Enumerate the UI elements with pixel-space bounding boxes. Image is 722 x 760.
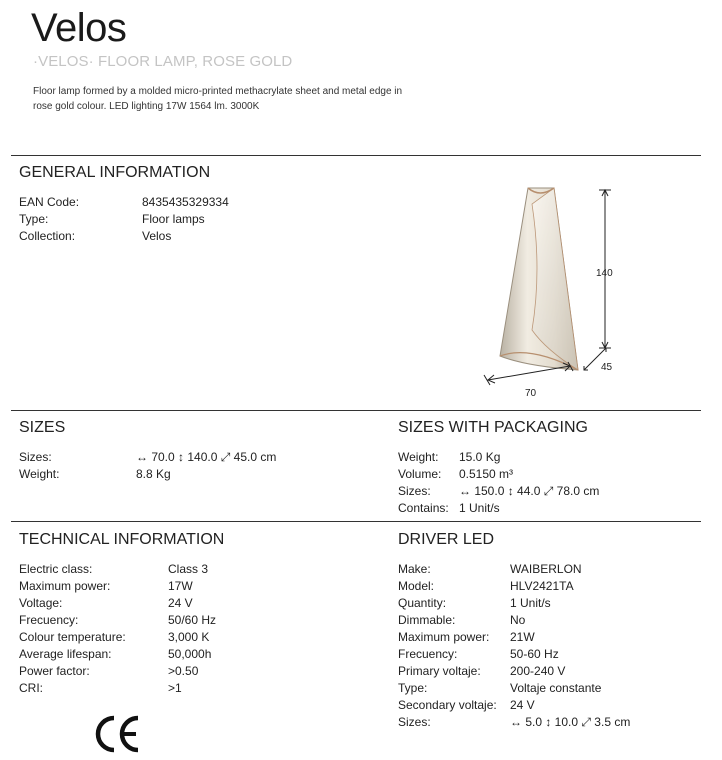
- row-label: Secondary voltaje:: [398, 698, 497, 712]
- row-label: Model:: [398, 579, 435, 593]
- row-value: Voltaje constante: [510, 681, 602, 695]
- row-value: 17W: [168, 579, 193, 593]
- packaging-contains-value: 1 Unit/s: [459, 501, 500, 515]
- row-value: 1 Unit/s: [510, 596, 551, 610]
- weight-value: 8.8 Kg: [136, 467, 171, 481]
- row-label: CRI:: [19, 681, 43, 695]
- row-label: Colour temperature:: [19, 630, 126, 644]
- depth-dimension-label: 45: [601, 362, 613, 373]
- row-label: Weight:: [398, 450, 439, 464]
- row-label: Make:: [398, 562, 431, 576]
- row-label: Voltage:: [19, 596, 63, 610]
- row-value: Class 3: [168, 562, 209, 576]
- ce-mark-icon: [94, 714, 142, 754]
- packaging-volume-value: 0.5150 m³: [459, 467, 514, 481]
- row-value: 24 V: [510, 698, 535, 712]
- row-label: Quantity:: [398, 596, 447, 610]
- row-label: Type:: [398, 681, 428, 695]
- row-label: Average lifespan:: [19, 647, 112, 661]
- row-label: Frecuency:: [398, 647, 458, 661]
- technical-information-title: TECHNICAL INFORMATION: [19, 531, 225, 548]
- ean-code-value: 8435435329334: [142, 195, 229, 209]
- row-value: 50-60 Hz: [510, 647, 559, 661]
- row-value: HLV2421TA: [510, 579, 574, 593]
- divider: [11, 521, 701, 522]
- sizes-with-packaging-title: SIZES WITH PACKAGING: [398, 419, 588, 436]
- row-value: 50/60 Hz: [168, 613, 217, 627]
- divider: [11, 410, 701, 411]
- lamp-shade-icon: [500, 188, 578, 370]
- row-value: >0.50: [168, 664, 199, 678]
- row-label: EAN Code:: [19, 195, 80, 209]
- width-dimension-label: 70: [525, 388, 537, 399]
- row-value: WAIBERLON: [510, 562, 582, 576]
- row-label: Frecuency:: [19, 613, 79, 627]
- general-information-title: GENERAL INFORMATION: [19, 164, 211, 181]
- lamp-dimension-diagram: [470, 180, 630, 400]
- row-label: Sizes:: [19, 450, 52, 464]
- row-value: 200-240 V: [510, 664, 566, 678]
- row-value: 50,000h: [168, 647, 212, 661]
- row-label: Type:: [19, 212, 49, 226]
- row-value: 24 V: [168, 596, 193, 610]
- driver-led-title: DRIVER LED: [398, 531, 495, 548]
- row-value: No: [510, 613, 526, 627]
- row-value: >1: [168, 681, 182, 695]
- row-label: Volume:: [398, 467, 442, 481]
- collection-value: Velos: [142, 229, 172, 243]
- product-title: Velos: [31, 6, 127, 50]
- row-label: Weight:: [19, 467, 60, 481]
- row-label: Contains:: [398, 501, 449, 515]
- row-label: Sizes:: [398, 715, 431, 729]
- product-description: Floor lamp formed by a molded micro-printed methacrylate sheet and metal edge in rose gold colour. LED lighting 17W 1564 lm. 3000K: [33, 86, 403, 112]
- divider: [11, 155, 701, 156]
- row-label: Primary voltaje:: [398, 664, 481, 678]
- product-subtitle: ·VELOS· FLOOR LAMP, ROSE GOLD: [33, 53, 293, 70]
- packaging-weight-value: 15.0 Kg: [459, 450, 501, 464]
- row-value: 21W: [510, 630, 535, 644]
- sizes-title: SIZES: [19, 419, 66, 436]
- sizes-value: ↔ 70.0 ↕ 140.0 ⤢ 45.0 cm: [136, 450, 277, 464]
- row-label: Power factor:: [19, 664, 90, 678]
- row-label: Electric class:: [19, 562, 93, 576]
- row-label: Collection:: [19, 229, 76, 243]
- row-label: Maximum power:: [19, 579, 111, 593]
- row-value: ↔ 5.0 ↕ 10.0 ⤢ 3.5 cm: [510, 715, 631, 729]
- packaging-sizes-value: ↔ 150.0 ↕ 44.0 ⤢ 78.0 cm: [459, 484, 600, 498]
- type-value: Floor lamps: [142, 212, 205, 226]
- row-label: Maximum power:: [398, 630, 490, 644]
- row-value: 3,000 K: [168, 630, 210, 644]
- row-label: Sizes:: [398, 484, 431, 498]
- row-label: Dimmable:: [398, 613, 456, 627]
- height-dimension-label: 140: [596, 268, 613, 279]
